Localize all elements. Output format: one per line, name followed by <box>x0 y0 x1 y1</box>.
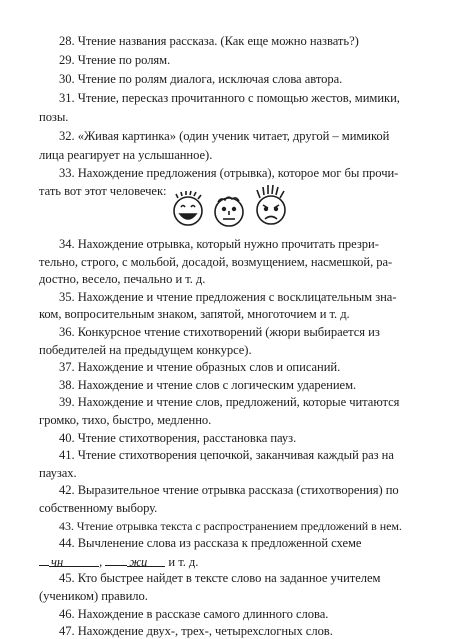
item-44-scheme <box>39 553 198 570</box>
item-45-line1: 45. Кто быстрее найдет в тексте слово на заданное учителем <box>59 571 381 586</box>
item-35-line2: ком, вопросительным знаком, запятой, многоточием и т. д. <box>39 307 350 322</box>
item-44-line1: 44. Вычленение слова из рассказа к предложенной схеме <box>59 536 362 551</box>
faces-illustration <box>168 182 293 232</box>
item-47: 47. Нахождение двух-, трех-, четырехслогных слов. <box>59 624 333 639</box>
item-42-line1: 42. Выразительное чтение отрывка рассказа (стихотворения) по <box>59 483 399 498</box>
item-40: 40. Чтение стихотворения, расстановка пауз. <box>59 430 297 445</box>
item-41-line2: паузах. <box>39 465 77 480</box>
laughing-face-icon <box>174 191 202 225</box>
scheme-word-1: чн <box>49 554 99 567</box>
angry-face-icon <box>257 185 285 224</box>
scheme-blank <box>39 553 49 566</box>
item-33-line2: тать вот этот человечек: <box>39 184 167 198</box>
item-30: 30. Чтение по ролям диалога, исключая слова автора. <box>59 72 343 86</box>
item-36-line1: 36. Конкурсное чтение стихотворений (жюри выбирается из <box>59 325 380 339</box>
item-33-line1: 33. Нахождение предложения (отрывка), которое мог бы прочи- <box>59 166 399 180</box>
item-38: 38. Нахождение и чтение слов с логическим ударением. <box>59 377 357 392</box>
scheme-blank <box>105 553 127 566</box>
item-45-line2: (учеником) правило. <box>39 589 148 603</box>
scheme-separator: , <box>99 554 103 569</box>
item-35-line1: 35. Нахождение и чтение предложения с восклицательным зна- <box>59 289 397 304</box>
item-31-line2: позы. <box>39 110 69 124</box>
item-46: 46. Нахождение в рассказе самого длинного слова. <box>59 606 329 621</box>
item-34-line3: достно, весело, печально и т. д. <box>39 272 206 287</box>
item-37: 37. Нахождение и чтение образных слов и описаний. <box>59 360 341 375</box>
item-43: 43. Чтение отрывка текста с распространением предложений в нем. <box>59 518 402 533</box>
item-28: 28. Чтение названия рассказа. (Как еще можно назвать?) <box>59 34 359 48</box>
item-36-line2: победителей на предыдущем конкурсе). <box>39 342 252 357</box>
item-34-line1: 34. Нахождение отрывка, который нужно прочитать презри- <box>59 237 379 251</box>
item-29: 29. Чтение по ролям. <box>59 53 171 67</box>
neutral-face-icon <box>215 197 243 226</box>
scheme-etc: и т. д. <box>168 554 199 569</box>
item-42-line2: собственному выбору. <box>39 501 158 515</box>
item-31-line1: 31. Чтение, пересказ прочитанного с помощью жестов, мимики, <box>59 91 400 105</box>
item-32-line1: 32. «Живая картинка» (один ученик читает, другой – мимикой <box>59 129 390 143</box>
item-41-line1: 41. Чтение стихотворения цепочкой, заканчивая каждый раз на <box>59 448 394 463</box>
scheme-word-2: жи <box>127 554 165 567</box>
item-34-line2: тельно, строго, с мольбой, досадой, возмущением, насмешкой, ра- <box>39 254 393 269</box>
item-39-line1: 39. Нахождение и чтение слов, предложений, которые читаются <box>59 395 400 410</box>
item-39-line2: громко, тихо, быстро, медленно. <box>39 413 212 427</box>
item-32-line2: лица реагирует на услышанное). <box>39 148 213 162</box>
